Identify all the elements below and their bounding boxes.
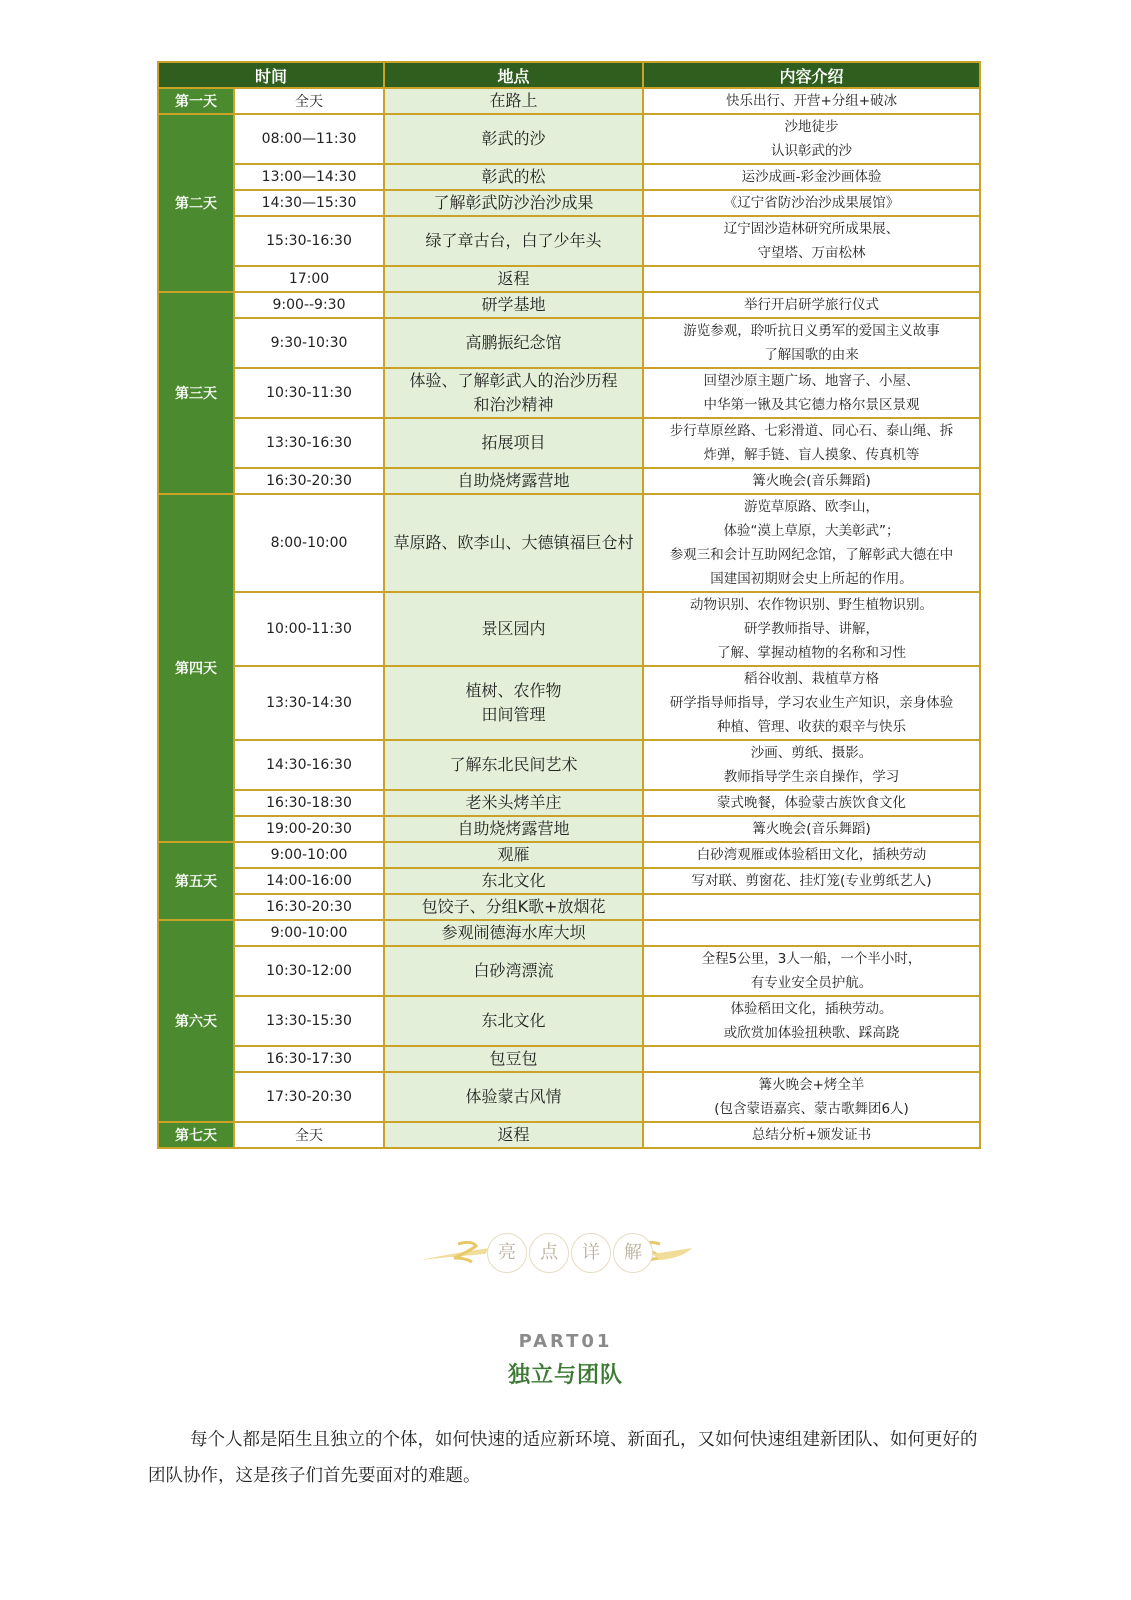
description-cell [643, 88, 980, 114]
time-cell: 16:30-18:30 [234, 790, 384, 816]
description-line: 《辽宁省防沙治沙成果展馆》 [723, 195, 900, 211]
location-cell [384, 946, 643, 996]
description-line: 教师指导学生亲自操作，学习 [723, 769, 900, 785]
day-label: 第二天 [158, 114, 234, 292]
table-row [158, 996, 980, 1046]
location-line: 自助烧烤露营地 [457, 819, 570, 838]
description-line: 认识彰武的沙 [771, 143, 853, 159]
location-line: 研学基地 [481, 295, 546, 314]
location-cell [384, 368, 643, 418]
description-line: 辽宁固沙造林研究所成果展、 [723, 221, 900, 237]
description-line: 沙画、剪纸、摄影。 [750, 745, 873, 761]
description-line: 研学指导师指导，学习农业生产知识，亲身体验 [669, 695, 954, 711]
description-line: 白砂湾观雁或体验稻田文化，插秧劳动 [696, 847, 927, 863]
location-line: 自助烧烤露营地 [457, 471, 570, 490]
description-cell [643, 592, 980, 666]
table-row [158, 868, 980, 894]
body-paragraph: 每个人都是陌生且独立的个体，如何快速的适应新环境、新面孔，又如何快速组建新团队、如何更好的团队协作，这是孩子们首先要面对的难题。 [148, 1430, 978, 1486]
table-row [158, 494, 980, 592]
description-cell [643, 666, 980, 740]
time-cell: 15:30-16:30 [234, 216, 384, 266]
highlight-char: 详 [571, 1233, 611, 1273]
description-line: 步行草原丝路、七彩滑道、同心石、泰山绳、拆 [669, 423, 954, 439]
location-line: 和治沙精神 [473, 395, 554, 414]
day-label: 第四天 [158, 494, 234, 842]
description-line: 举行开启研学旅行仪式 [744, 297, 880, 313]
description-line: 了解、掌握动植物的名称和习性 [717, 645, 907, 661]
time-cell: 全天 [234, 88, 384, 114]
time-cell: 9:00-10:00 [234, 842, 384, 868]
time-cell: 08:00—11:30 [234, 114, 384, 164]
time-cell: 10:30-11:30 [234, 368, 384, 418]
description-line: 全程5公里，3人一船，一个半小时， [701, 951, 922, 967]
table-row [158, 114, 980, 164]
description-cell [643, 418, 980, 468]
table-row [158, 266, 980, 292]
table-row [158, 946, 980, 996]
time-cell: 10:00-11:30 [234, 592, 384, 666]
location-cell [384, 592, 643, 666]
description-cell [643, 190, 980, 216]
description-line: 参观三和会计互助网纪念馆，了解彰武大德在中 [669, 547, 954, 563]
table-row [158, 592, 980, 666]
location-line: 体验、了解彰武人的治沙历程 [409, 371, 618, 390]
time-cell: 9:00-10:00 [234, 920, 384, 946]
location-line: 高鹏振纪念馆 [465, 333, 562, 352]
table-row [158, 666, 980, 740]
table-row [158, 1072, 980, 1122]
time-cell: 16:30-20:30 [234, 468, 384, 494]
table-row [158, 368, 980, 418]
location-cell [384, 920, 643, 946]
location-cell [384, 666, 643, 740]
time-cell: 17:00 [234, 266, 384, 292]
description-cell [643, 816, 980, 842]
location-cell [384, 114, 643, 164]
description-cell [643, 164, 980, 190]
location-cell [384, 740, 643, 790]
header-time: 时间 [158, 62, 384, 88]
table-row [158, 88, 980, 114]
time-cell: 8:00-10:00 [234, 494, 384, 592]
description-cell [643, 946, 980, 996]
location-cell [384, 816, 643, 842]
description-line: 回望沙原主题广场、地窨子、小屋、 [703, 373, 920, 389]
time-cell: 19:00-20:30 [234, 816, 384, 842]
location-line: 彰武的沙 [481, 129, 546, 148]
location-line: 景区园内 [481, 619, 546, 638]
description-line: 篝火晚会+烤全羊 [758, 1077, 865, 1093]
location-line: 包饺子、分组K歌+放烟花 [421, 897, 606, 916]
description-line: 篝火晚会(音乐舞蹈) [752, 473, 871, 489]
location-line: 在路上 [489, 91, 538, 110]
description-cell [643, 1122, 980, 1148]
description-line: 种植、管理、收获的艰辛与快乐 [717, 719, 907, 735]
description-cell [643, 740, 980, 790]
highlight-banner [420, 1230, 720, 1286]
time-cell: 13:30-16:30 [234, 418, 384, 468]
description-cell [643, 468, 980, 494]
day-label: 第七天 [158, 1122, 234, 1148]
location-cell [384, 894, 643, 920]
description-cell [643, 894, 980, 920]
location-cell [384, 164, 643, 190]
location-line: 返程 [497, 269, 530, 288]
time-cell: 14:30—15:30 [234, 190, 384, 216]
description-line: 国建国初期财会史上所起的作用。 [710, 571, 913, 587]
table-header-row [158, 62, 980, 88]
table-row [158, 842, 980, 868]
day-label: 第六天 [158, 920, 234, 1122]
location-cell [384, 842, 643, 868]
day-label: 第五天 [158, 842, 234, 920]
header-location: 地点 [384, 62, 643, 88]
description-cell [643, 1072, 980, 1122]
description-cell [643, 114, 980, 164]
location-cell [384, 1072, 643, 1122]
location-cell [384, 418, 643, 468]
table-row [158, 1046, 980, 1072]
location-cell [384, 216, 643, 266]
description-cell [643, 842, 980, 868]
time-cell: 9:30-10:30 [234, 318, 384, 368]
time-cell: 13:00—14:30 [234, 164, 384, 190]
description-line: 沙地徒步 [784, 119, 839, 135]
time-cell: 10:30-12:00 [234, 946, 384, 996]
location-line: 东北文化 [481, 871, 546, 890]
location-line: 了解东北民间艺术 [449, 755, 578, 774]
location-cell [384, 790, 643, 816]
description-line: 了解国歌的由来 [764, 347, 859, 363]
description-line: 蒙式晚餐，体验蒙古族饮食文化 [717, 795, 907, 811]
description-cell [643, 790, 980, 816]
description-cell [643, 494, 980, 592]
description-cell [643, 996, 980, 1046]
location-line: 绿了章古台，白了少年头 [425, 231, 602, 250]
table-row [158, 790, 980, 816]
description-line: 或欣赏加体验扭秧歌、踩高跷 [723, 1025, 900, 1041]
schedule-table [157, 61, 981, 1149]
day-label: 第一天 [158, 88, 234, 114]
description-line: 快乐出行、开营+分组+破冰 [725, 93, 898, 109]
highlight-chars [487, 1233, 653, 1273]
location-line: 体验蒙古风情 [465, 1087, 562, 1106]
time-cell: 16:30-17:30 [234, 1046, 384, 1072]
location-line: 老米头烤羊庄 [465, 793, 562, 812]
table-row [158, 894, 980, 920]
description-line: 中华第一锹及其它德力格尔景区景观 [703, 397, 920, 413]
description-line: 篝火晚会(音乐舞蹈) [752, 821, 871, 837]
schedule-body [158, 88, 980, 1148]
description-cell [643, 368, 980, 418]
description-cell [643, 318, 980, 368]
description-line: 体验“漠上草原，大美彰武”； [723, 523, 900, 539]
time-cell: 14:00-16:00 [234, 868, 384, 894]
table-row [158, 920, 980, 946]
part-label: PART01 [518, 1331, 613, 1352]
day-label: 第三天 [158, 292, 234, 494]
location-cell [384, 868, 643, 894]
time-cell: 14:30-16:30 [234, 740, 384, 790]
location-line: 植树、农作物 [465, 681, 562, 700]
description-line: 炸弹，解手链、盲人摸象、传真机等 [703, 447, 920, 463]
location-cell [384, 88, 643, 114]
description-cell [643, 292, 980, 318]
description-line: 有专业安全员护航。 [750, 975, 873, 991]
location-line: 了解彰武防沙治沙成果 [433, 193, 594, 212]
location-line: 拓展项目 [481, 433, 546, 452]
location-line: 白砂湾漂流 [473, 961, 554, 980]
description-line: 写对联、剪窗花、挂灯笼(专业剪纸艺人) [691, 873, 932, 889]
table-row [158, 292, 980, 318]
time-cell: 17:30-20:30 [234, 1072, 384, 1122]
description-cell [643, 920, 980, 946]
table-row [158, 164, 980, 190]
location-cell [384, 996, 643, 1046]
table-row [158, 468, 980, 494]
highlight-char: 解 [613, 1233, 653, 1273]
location-cell [384, 468, 643, 494]
highlight-char: 点 [529, 1233, 569, 1273]
location-line: 草原路、欧李山、大德镇福巨仓村 [393, 533, 634, 552]
location-line: 田间管理 [481, 705, 546, 724]
location-cell [384, 494, 643, 592]
description-cell [643, 266, 980, 292]
highlight-char: 亮 [487, 1233, 527, 1273]
location-cell [384, 292, 643, 318]
description-line: 动物识别、农作物识别、野生植物识别。 [690, 597, 934, 613]
description-line: (包含蒙语嘉宾、蒙古歌舞团6人) [714, 1101, 909, 1117]
location-line: 返程 [497, 1125, 530, 1144]
table-row [158, 1122, 980, 1148]
description-cell [643, 1046, 980, 1072]
description-line: 运沙成画-彩金沙画体验 [741, 169, 882, 185]
location-cell [384, 190, 643, 216]
description-line: 守望塔、万亩松林 [757, 245, 866, 261]
table-row [158, 418, 980, 468]
description-cell [643, 216, 980, 266]
location-line: 参观闹德海水库大坝 [441, 923, 586, 942]
description-line: 研学教师指导、讲解， [744, 621, 880, 637]
table-row [158, 740, 980, 790]
description-line: 稻谷收割、栽植草方格 [744, 671, 880, 687]
location-line: 彰武的松 [481, 167, 546, 186]
location-cell [384, 266, 643, 292]
time-cell: 16:30-20:30 [234, 894, 384, 920]
description-line: 体验稻田文化，插秧劳动。 [730, 1001, 893, 1017]
time-cell: 9:00--9:30 [234, 292, 384, 318]
table-row [158, 816, 980, 842]
time-cell: 13:30-14:30 [234, 666, 384, 740]
section-title: 独立与团队 [507, 1363, 623, 1388]
location-cell [384, 1046, 643, 1072]
location-line: 观雁 [497, 845, 530, 864]
table-row [158, 190, 980, 216]
description-line: 总结分析+颁发证书 [751, 1127, 872, 1143]
description-line: 游览草原路、欧李山， [744, 499, 880, 515]
location-cell [384, 1122, 643, 1148]
location-cell [384, 318, 643, 368]
header-content: 内容介绍 [643, 62, 980, 88]
description-line: 游览参观，聆听抗日义勇军的爱国主义故事 [683, 323, 940, 339]
time-cell: 全天 [234, 1122, 384, 1148]
location-line: 包豆包 [489, 1049, 538, 1068]
table-row [158, 318, 980, 368]
time-cell: 13:30-15:30 [234, 996, 384, 1046]
table-row [158, 216, 980, 266]
location-line: 东北文化 [481, 1011, 546, 1030]
description-cell [643, 868, 980, 894]
